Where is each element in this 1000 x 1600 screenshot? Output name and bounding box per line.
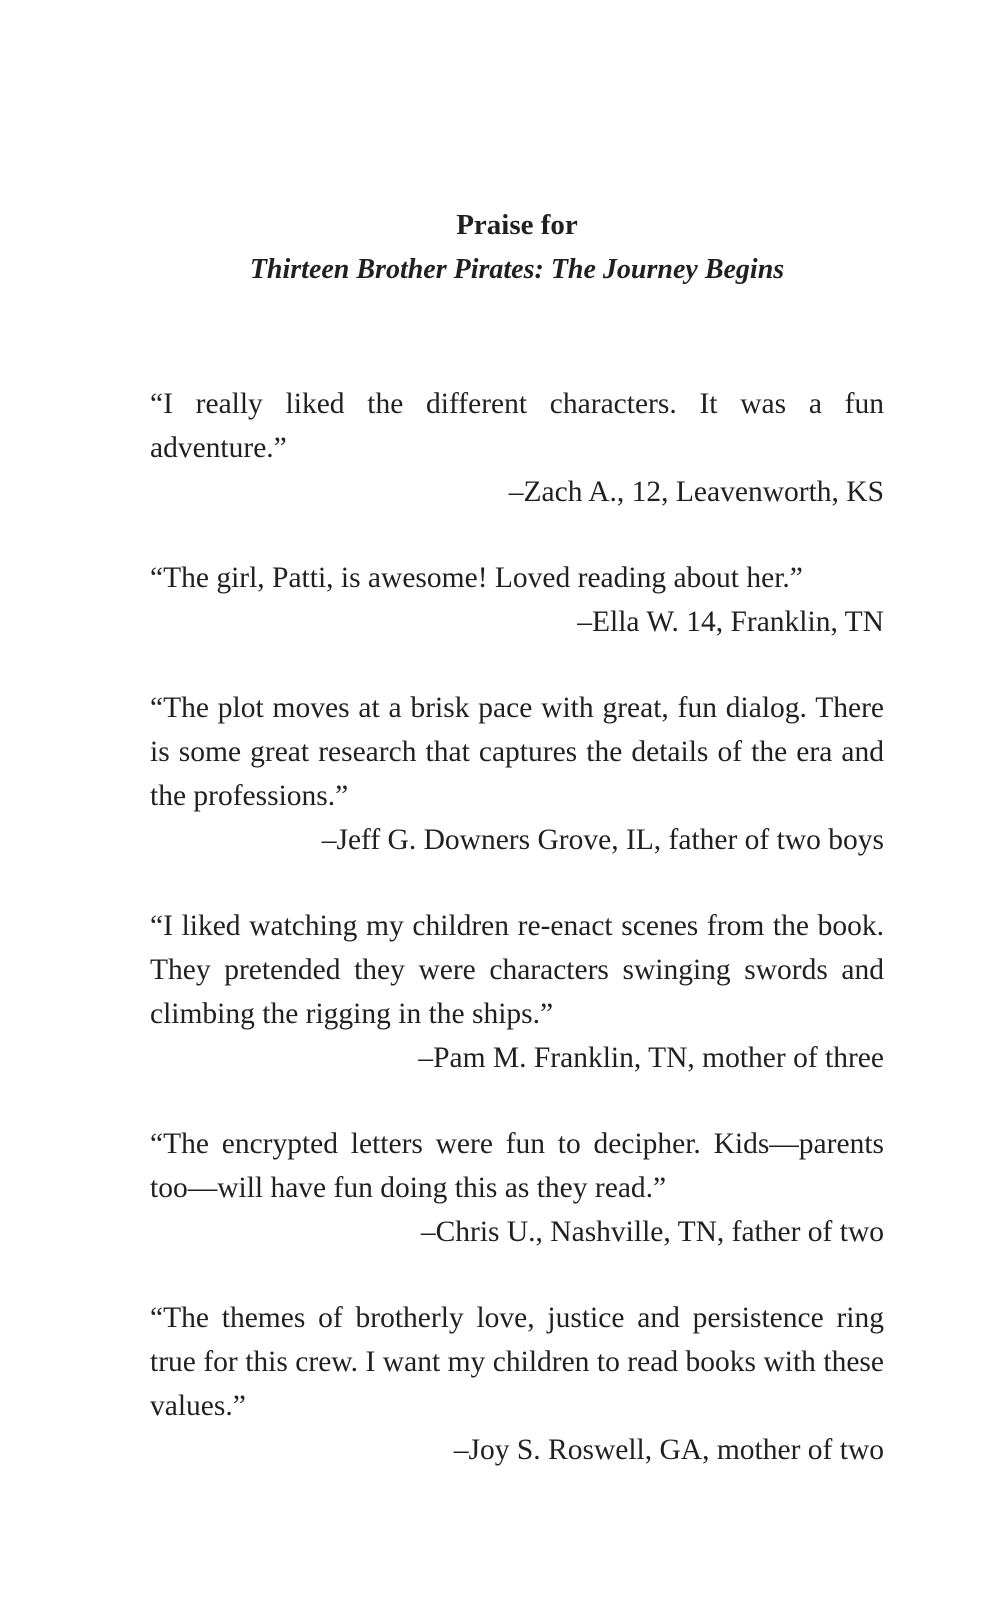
quote-block — [150, 1122, 884, 1254]
quote-block — [150, 686, 884, 862]
quote-attribution: –Pam M. Franklin, TN, mother of three — [418, 1042, 884, 1074]
quote-block — [150, 382, 884, 514]
praise-for-label: Praise for — [456, 209, 578, 241]
quote-text: “The girl, Patti, is awesome! Loved reading about her.” — [150, 562, 803, 594]
praise-quotes — [150, 382, 884, 1514]
quote-block — [150, 556, 884, 644]
book-title: Thirteen Brother Pirates: The Journey Begins — [249, 254, 785, 285]
quote-attribution: –Jeff G. Downers Grove, IL, father of two boys — [321, 824, 884, 856]
quote-text: “The themes of brotherly love, justice and persistence ring true for this crew. I want my children to read books with these values.” — [150, 1302, 884, 1422]
quote-text: “The encrypted letters were fun to decipher. Kids—parents too—will have fun doing this as they read.” — [150, 1128, 884, 1204]
quote-attribution: –Joy S. Roswell, GA, mother of two — [453, 1434, 884, 1466]
quote-block — [150, 904, 884, 1080]
quote-attribution: –Zach A., 12, Leavenworth, KS — [508, 476, 884, 508]
quote-text: “I liked watching my children re-enact scenes from the book. They pretended they were characters swinging swords and climbing the rigging in the ships.” — [150, 910, 884, 1030]
quote-attribution: –Ella W. 14, Franklin, TN — [577, 606, 884, 638]
quote-text: “The plot moves at a brisk pace with great, fun dialog. There is some great research that captures the details of the era and the professions.” — [150, 692, 884, 812]
quote-attribution: –Chris U., Nashville, TN, father of two — [420, 1216, 884, 1248]
praise-heading — [150, 203, 884, 293]
quote-text: “I really liked the different characters. It was a fun adventure.” — [150, 388, 884, 464]
quote-block — [150, 1296, 884, 1472]
